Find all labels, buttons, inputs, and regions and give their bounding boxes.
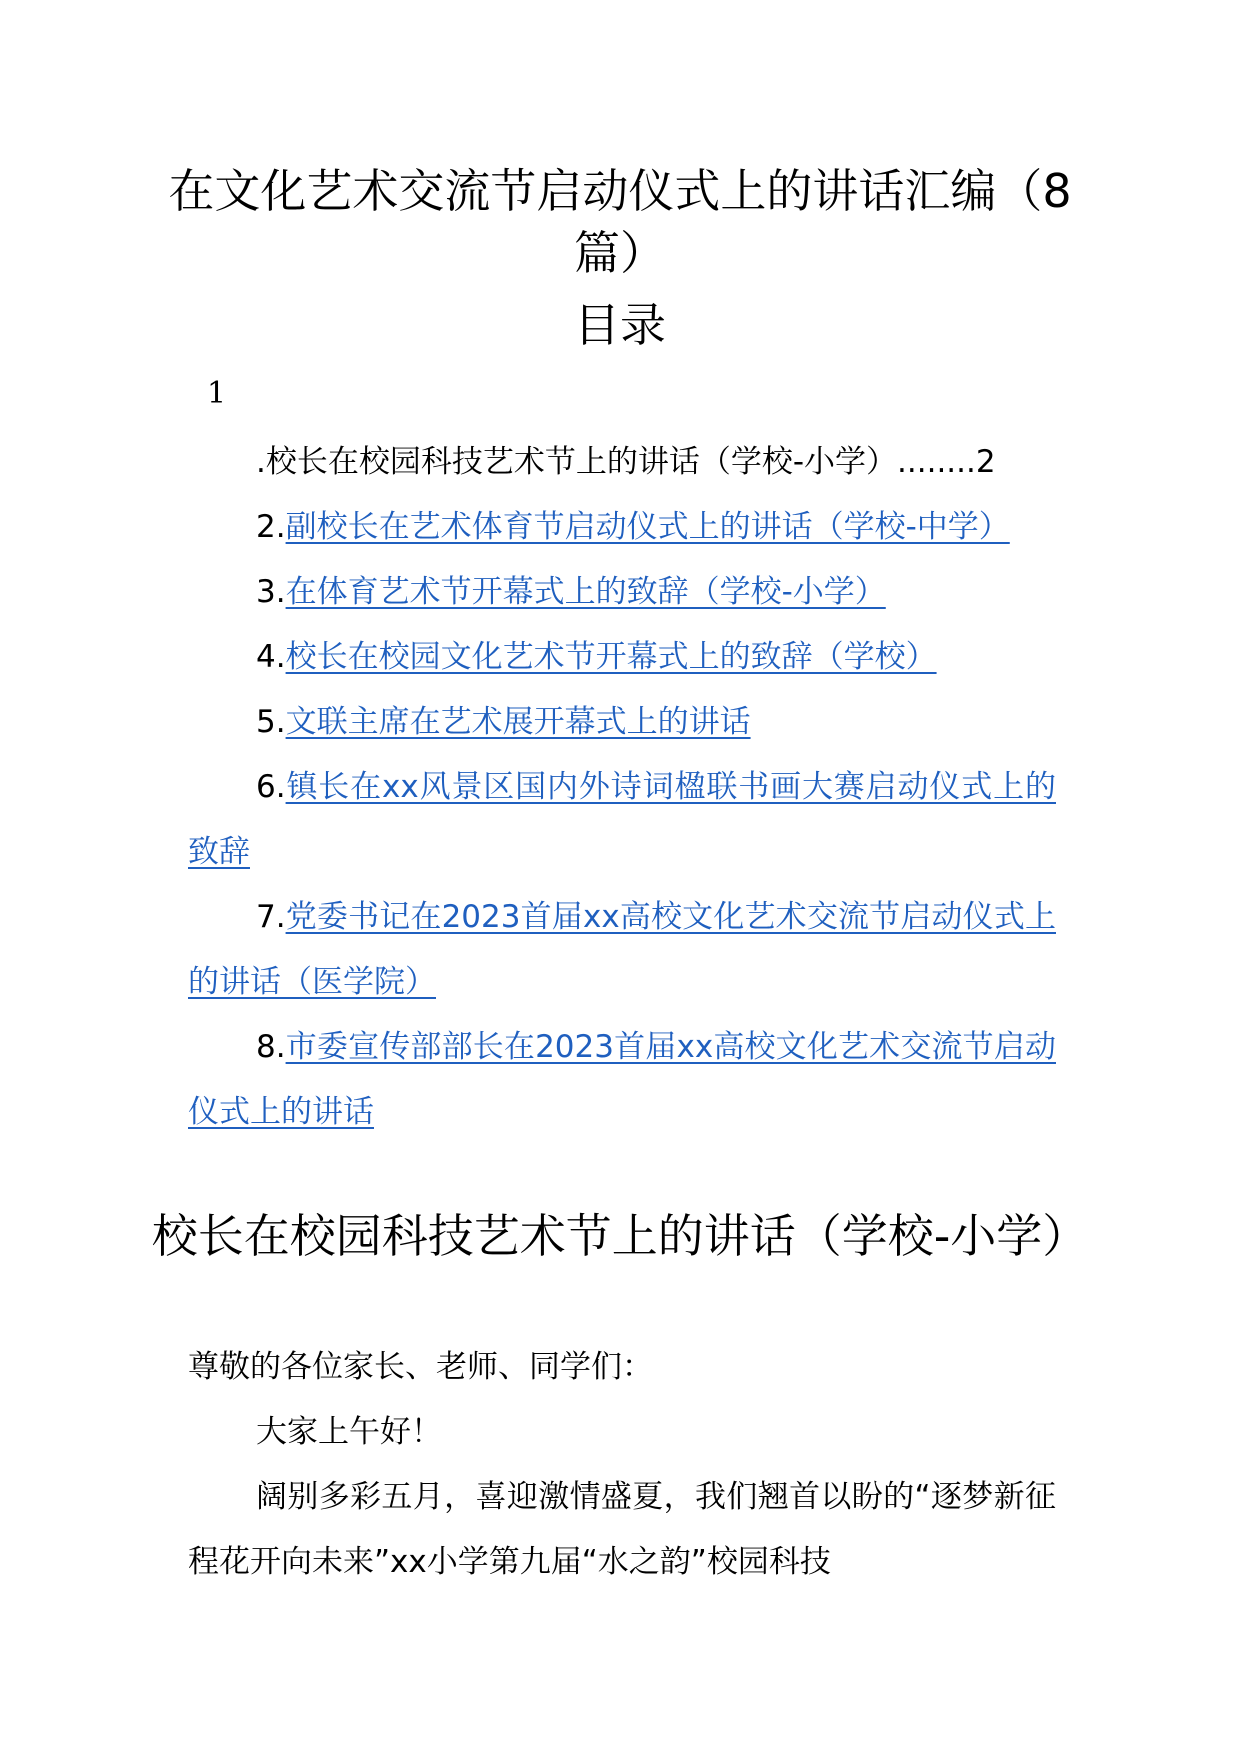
toc-item: [188, 560, 1056, 625]
toc-item: [188, 430, 1056, 495]
paragraph: 阔别多彩五月，喜迎激情盛夏，我们翘首以盼的“逐梦新征程花开向未来”xx小学第九届“水之韵”校园科技: [188, 1479, 1056, 1580]
toc-item-number: 5.: [256, 704, 286, 740]
salutation: 尊敬的各位家长、老师、同学们：: [188, 1349, 653, 1385]
greeting: 大家上午好！: [256, 1414, 442, 1450]
toc-item: [188, 690, 1056, 755]
toc-link[interactable]: 市委宣传部部长在2023首届xx高校文化艺术交流节启动仪式上的讲话: [188, 1029, 1056, 1130]
toc-link[interactable]: 在体育艺术节开幕式上的致辞（学校-小学）: [285, 574, 886, 610]
toc-link[interactable]: 镇长在xx风景区国内外诗词楹联书画大赛启动仪式上的致辞: [188, 769, 1056, 870]
toc-item-number: 8.: [256, 1029, 286, 1065]
section-title: 校长在校园科技艺术节上的讲话（学校-小学）: [151, 1209, 1089, 1263]
toc-link[interactable]: 文联主席在艺术展开幕式上的讲话: [285, 704, 751, 740]
toc-item-number: 3.: [256, 574, 286, 610]
toc-item-number: 7.: [256, 899, 286, 935]
speech-body: [188, 1335, 1056, 1595]
toc-link[interactable]: 校长在校园文化艺术节开幕式上的致辞（学校）: [285, 639, 937, 675]
toc-heading: 目录: [574, 298, 666, 352]
toc-link[interactable]: 党委书记在2023首届xx高校文化艺术交流节启动仪式上的讲话（医学院）: [188, 899, 1056, 1000]
toc-item: [188, 1015, 1056, 1145]
toc-item-number: 2.: [256, 509, 286, 545]
toc-item: [188, 885, 1056, 1015]
toc-item-number: 6.: [256, 769, 286, 805]
toc-item-number: 4.: [256, 639, 286, 675]
toc-item: [188, 625, 1056, 690]
toc-item: [188, 755, 1056, 885]
toc-item-text: .校长在校园科技艺术节上的讲话（学校-小学）........2: [256, 444, 996, 480]
table-of-contents: [188, 430, 1056, 1145]
toc-item: [188, 495, 1056, 560]
toc-item-number: 1: [207, 376, 227, 411]
toc-link[interactable]: 副校长在艺术体育节启动仪式上的讲话（学校-中学）: [285, 509, 1010, 545]
document-title: 在文化艺术交流节启动仪式上的讲话汇编（8篇）: [168, 164, 1072, 280]
